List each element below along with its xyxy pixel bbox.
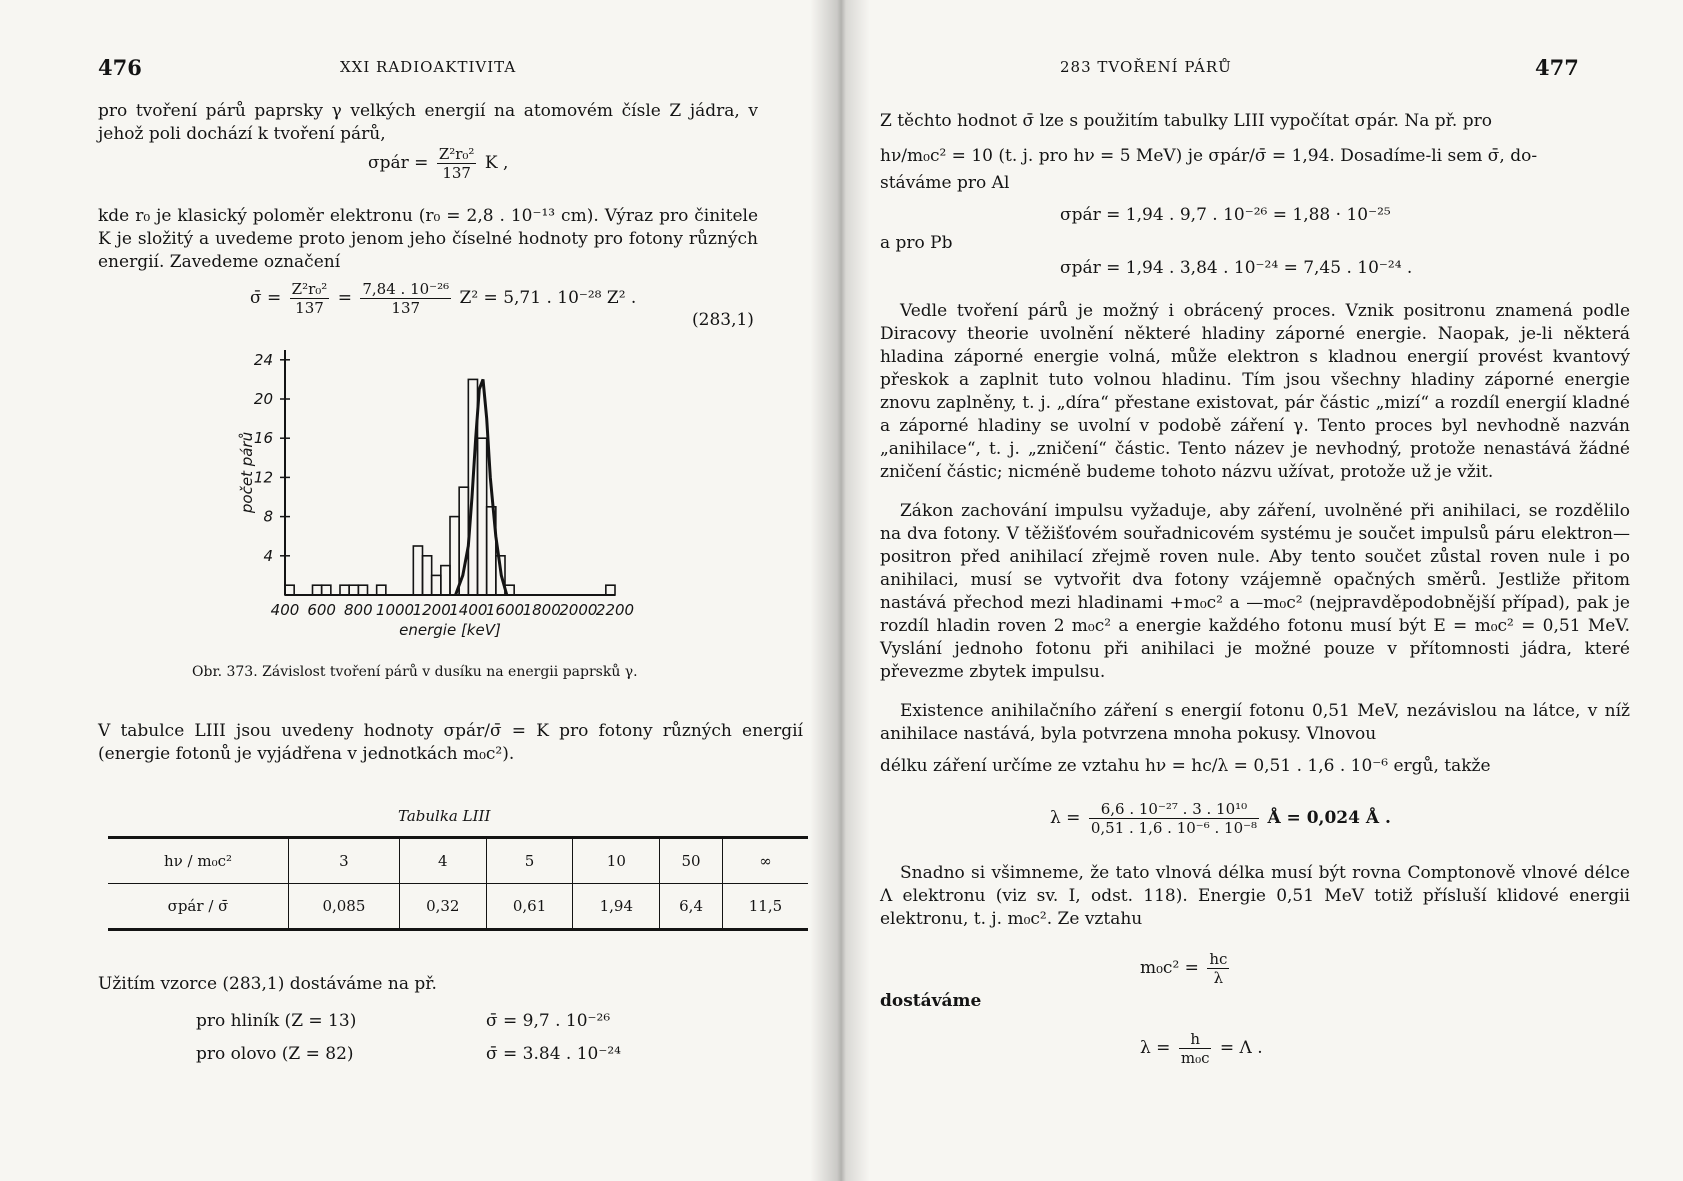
example-lead-label: pro olovo (Z = 82): [196, 1044, 354, 1064]
table-liii: [108, 836, 808, 931]
equation-lambda: [1050, 800, 1391, 837]
chart-x-tick-label: 800: [344, 601, 373, 619]
eq-lambda-fraction: [1089, 800, 1259, 837]
chart-x-tick-label: 1600: [485, 601, 525, 619]
table-cell: 0,61: [486, 884, 573, 930]
table-cell: ∞: [722, 838, 808, 884]
chart-y-axis-label: počet párů: [238, 431, 256, 514]
right-text-1c: stáváme pro Al: [880, 173, 1010, 193]
right-para-3: Zákon zachování impulsu vyžaduje, aby záření, uvolněné při anihilaci, se rozdělilo na dva fotony. V těžišťovém souřadnicovém systému je součet impulsů páru elektron—positron před anihilací zřejmě roven nule. Aby tento součet zůstal roven nule i po anihilaci, musí se vytvořit dva fotony vzájemně opačných směrů. Jestliže přitom nastává přechod mezi hladinami +m₀c² a —m₀c² (nejpravděpodobnější případ), pak je rozdíl hladin roven 2 m₀c² a energie každého fotonu musí být E = m₀c² = 0,51 MeV. Vyslání jednoho fotonu při anihilaci je možné pouze v přítomnosti jádra, které převezme zbytek impulsu.: [880, 501, 1630, 682]
example-aluminium-value: σ̄ = 9,7 . 10⁻²⁶: [486, 1011, 611, 1031]
chart-x-tick-label: 1400: [449, 601, 488, 619]
equation-aluminium: σpár = 1,94 . 9,7 . 10⁻²⁶ = 1,88 · 10⁻²⁵: [1060, 205, 1391, 225]
eq-final-rhs: = Λ .: [1219, 1038, 1263, 1058]
book-gutter-shadow: [810, 0, 870, 1181]
formula-2-numerator-1: Z²r₀²: [291, 280, 328, 298]
right-page: [835, 0, 1683, 1181]
table-cell: 0,085: [289, 884, 400, 930]
left-text-4: Užitím vzorce (283,1) dostáváme na př.: [98, 974, 437, 994]
left-intro-text: pro tvoření párů paprsky γ velkých energií na atomovém čísle Z jádra, v jehož poli dochází k tvoření párů,: [98, 101, 758, 144]
chart-x-tick-label: 1000: [375, 601, 415, 619]
right-para-4b: délku záření určíme ze vztahu hν = hc/λ = 0,51 . 1,6 . 10⁻⁶ ergů, takže: [880, 756, 1491, 776]
formula-2-mid: =: [337, 288, 352, 308]
left-running-head: XXI RADIOAKTIVITA: [340, 58, 517, 76]
chart-y-tick-label: 4: [263, 546, 273, 565]
equation-m0c2: [1140, 950, 1232, 987]
right-para-2: Vedle tvoření párů je možný i obrácený proces. Vznik positronu znamená podle Diracovy theorie uvolnění některé hladiny záporné energie. Naopak, je-li některá hladina záporné energie volná, může elektron s kladnou energií provést kvantový přeskok a zaplnit tuto volnou hladinu. Tím jsou všechny hladiny záporné energie znovu zaplněny, t. j. „díra“ přestane existovat, pár částic „mizí“ a rozdíl energií kladné a záporné hladiny se uvolní v podobě záření γ. Tento proces byl nevhodně nazván „anihilace“, t. j. „zničení“ částic. Tento název je nevhodný, protože nenastává žádné zničení částic; nicméně budeme tohoto názvu užívat, protože už je vžit.: [880, 301, 1630, 482]
table-cell: 10: [573, 838, 660, 884]
formula-2-rhs: Z² = 5,71 . 10⁻²⁸ Z² .: [459, 288, 637, 308]
left-page: [0, 0, 835, 1181]
right-dostavame: dostáváme: [880, 991, 982, 1011]
figure-caption: Obr. 373. Závislost tvoření párů v dusíku na energii paprsků γ.: [192, 664, 638, 680]
histogram-bar: [478, 438, 487, 595]
histogram-bar: [450, 517, 459, 595]
formula-2-fraction-1: [290, 280, 330, 317]
right-a-pro-pb: a pro Pb: [880, 233, 953, 253]
table-cell: 11,5: [722, 884, 808, 930]
formula-1-denominator: 137: [442, 164, 471, 182]
right-page-number: 477: [1535, 55, 1579, 80]
histogram-bar: [358, 585, 367, 595]
chart-x-tick-labels: [271, 601, 634, 619]
histogram-bar: [413, 546, 422, 595]
formula-2-denominator-2: 137: [391, 299, 421, 317]
equation-lead: σpár = 1,94 . 3,84 . 10⁻²⁴ = 7,45 . 10⁻²⁴ .: [1060, 258, 1413, 278]
left-page-number: 476: [98, 55, 142, 80]
table-cell: 50: [660, 838, 723, 884]
histogram-bar: [432, 575, 441, 595]
table-row: [108, 884, 808, 930]
formula-1-fraction: [437, 145, 477, 182]
chart-x-tick-label: 2200: [595, 601, 635, 619]
formula-2-numerator-2: 7,84 . 10⁻²⁶: [362, 280, 450, 298]
eq-lambda-rhs: Å = 0,024 Å .: [1267, 808, 1391, 828]
right-text-1: Z těchto hodnot σ̄ lze s použitím tabulky LIII vypočítat σpár. Na př. pro: [880, 111, 1492, 131]
histogram-bar: [441, 566, 450, 595]
right-para-5: Snadno si všimneme, že tato vlnová délka musí být rovna Comptonově vlnové délce Λ elektronu (viz sv. I, odst. 118). Energie 0,51 MeV totiž přísluší klidové energii elektronu, t. j. m₀c². Ze vztahu: [880, 863, 1630, 929]
table-cell: 5: [486, 838, 573, 884]
formula-sigma-par: [368, 145, 508, 182]
formula-2-denominator-1: 137: [295, 299, 324, 317]
right-running-head: 283 TVOŘENÍ PÁRŮ: [1060, 58, 1232, 76]
eq-m0c2-lhs: m₀c² =: [1140, 958, 1199, 978]
chart-y-tick-label: 12: [253, 468, 273, 487]
chart-y-tick-label: 24: [253, 350, 273, 369]
eq-m0c2-numerator: hc: [1209, 950, 1228, 968]
table-cell: 1,94: [573, 884, 660, 930]
eq-m0c2-fraction: [1207, 950, 1229, 987]
chart-x-axis-label: energie [keV]: [399, 621, 501, 639]
left-text-3: V tabulce LIII jsou uvedeny hodnoty σpár/σ̄ = K pro fotony různých energií (energie fotonů je vyjádřena v jednotkách m₀c²).: [98, 721, 803, 764]
chart-x-tick-label: 400: [270, 601, 300, 619]
chart-x-tick-label: 1800: [522, 601, 561, 619]
eq-final-denominator: m₀c: [1180, 1049, 1210, 1067]
table-row-head-2: σpár / σ̄: [108, 884, 289, 930]
left-text-2: kde r₀ je klasický poloměr elektronu (r₀ = 2,8 . 10⁻¹³ cm). Výraz pro činitele K je složitý a uvedeme proto jenom jeho číselné hodnoty pro fotony různých energií. Zavedeme označení: [98, 206, 758, 272]
histogram-bar: [340, 585, 349, 595]
chart-y-tick-label: 20: [253, 390, 273, 408]
chart-bars: [285, 379, 615, 595]
chart-y-tick-labels: [254, 351, 273, 565]
table-row-head-1: hν / m₀c²: [108, 838, 289, 884]
eq-lambda-lhs: λ =: [1050, 808, 1081, 828]
table-cell: 4: [399, 838, 486, 884]
example-lead-value: σ̄ = 3.84 . 10⁻²⁴: [486, 1044, 621, 1064]
equation-label-283-1: (283,1): [692, 310, 754, 330]
histogram-bar: [377, 585, 386, 595]
formula-1-rhs: K ,: [484, 153, 509, 173]
equation-final: [1140, 1030, 1263, 1067]
right-text-1b: hν/m₀c² = 10 (t. j. pro hν = 5 MeV) je σpár/σ̄ = 1,94. Dosadíme-li sem σ̄, do-: [880, 146, 1538, 166]
table-cell: 0,32: [399, 884, 486, 930]
histogram-bar: [285, 585, 294, 595]
histogram-bar: [423, 556, 432, 595]
formula-2-lhs: σ̄ =: [250, 288, 282, 308]
formula-1-lhs: σpár =: [368, 153, 429, 173]
histogram-bar: [322, 585, 331, 595]
eq-final-lhs: λ =: [1140, 1038, 1171, 1058]
chart-x-tick-label: 2000: [559, 601, 598, 619]
chart-y-tick-label: 16: [253, 429, 273, 448]
chart-axes: [280, 350, 615, 595]
formula-1-numerator: Z²r₀²: [438, 145, 475, 163]
eq-final-numerator: h: [1179, 1030, 1212, 1049]
histogram-bar: [349, 585, 358, 595]
chart-y-tick-label: 8: [263, 507, 273, 526]
eq-final-fraction: [1179, 1030, 1212, 1067]
formula-283-1: [250, 280, 636, 317]
histogram-bar: [313, 585, 322, 595]
histogram-bar: [606, 585, 615, 595]
table-cell: 6,4: [660, 884, 723, 930]
table-title: Tabulka LIII: [398, 807, 491, 825]
chart-x-tick-label: 1200: [412, 601, 451, 619]
eq-lambda-numerator: 6,6 . 10⁻²⁷ . 3 . 10¹⁰: [1089, 800, 1259, 819]
table-cell: 3: [289, 838, 400, 884]
right-para-4: Existence anihilačního záření s energií fotonu 0,51 MeV, nezávislou na látce, v níž anihilace nastává, byla potvrzena mnoha pokusy. Vlnovou: [880, 701, 1630, 744]
eq-lambda-denominator: 0,51 . 1,6 . 10⁻⁶ . 10⁻⁸: [1090, 819, 1258, 837]
formula-2-fraction-2: [360, 280, 451, 317]
table-row: [108, 838, 808, 884]
example-aluminium-label: pro hliník (Z = 13): [196, 1011, 357, 1031]
pair-production-histogram: [240, 340, 660, 670]
chart-x-tick-label: 600: [307, 601, 336, 619]
eq-m0c2-denominator: λ: [1213, 969, 1224, 987]
